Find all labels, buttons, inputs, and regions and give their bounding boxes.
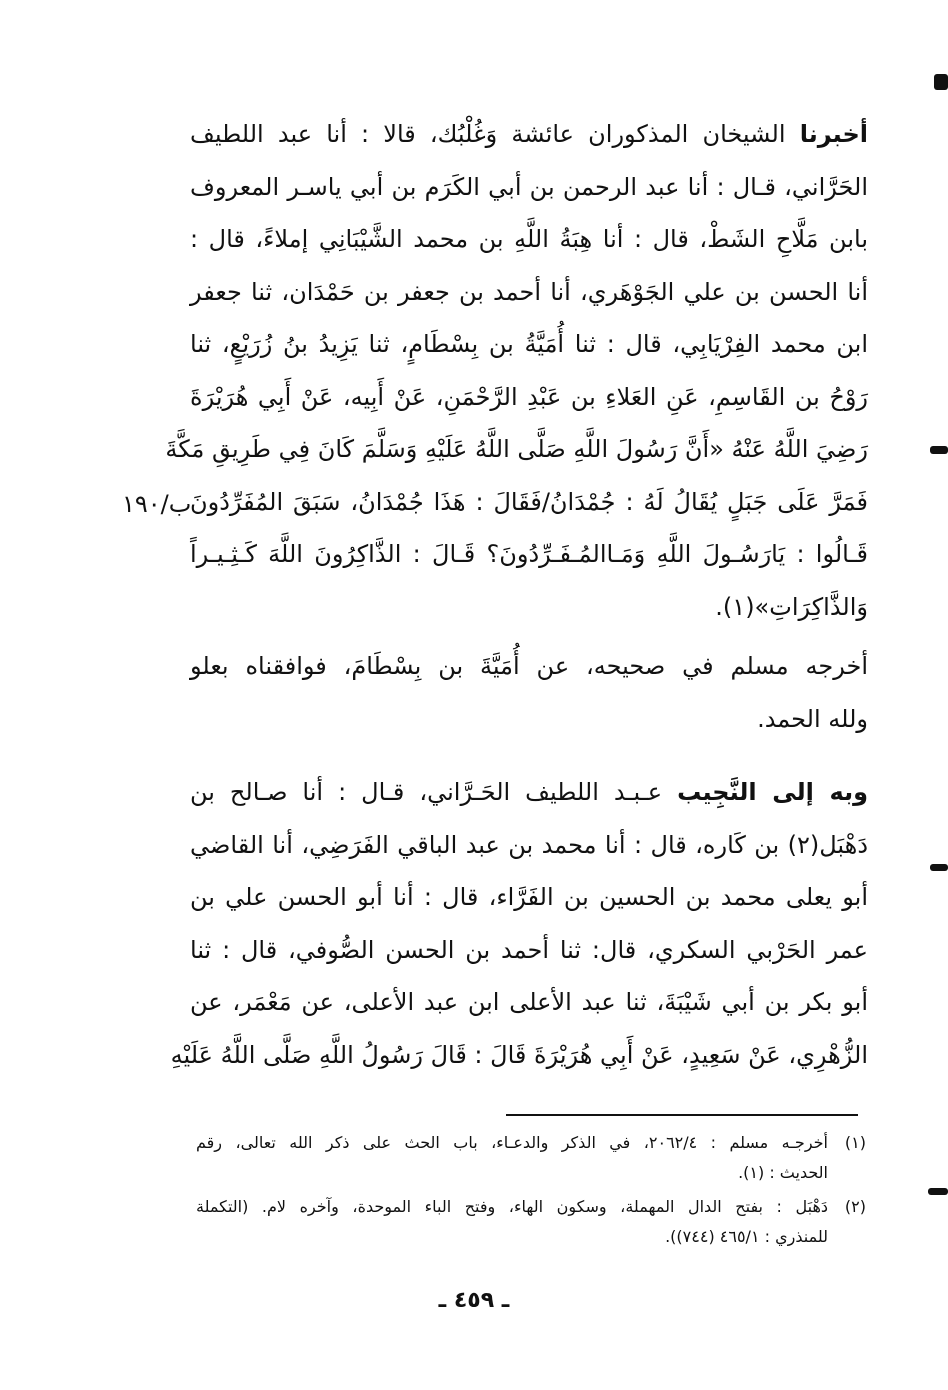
footnote-divider <box>506 1114 858 1116</box>
text-line <box>190 371 868 424</box>
manuscript-folio-marker: ب/١٩٠ <box>122 490 192 518</box>
footnote-item <box>196 1192 866 1252</box>
footnote-line: الحديث : (١). <box>738 1163 828 1182</box>
footnote-text <box>196 1192 828 1252</box>
text-line <box>190 976 868 1029</box>
line-text: أنا الحسن بن علي الجَوْهَري، أنا أحمد بن جعفر بن حَمْدَان، ثنا جعفر <box>190 277 868 306</box>
paragraph-lead: وبه إلى النَّجِيب <box>677 778 869 806</box>
text-line <box>190 693 868 746</box>
text-line <box>190 640 868 693</box>
scan-edge-mark <box>934 74 948 90</box>
line-text: الحَرَّاني، قـال : أنا عبد الرحمن بن أبي الكَرَم بن أبي ياسـر المعروف <box>190 172 868 201</box>
text-line <box>190 108 868 161</box>
line-text: فَمَرَّ عَلَى جَبَلٍ يُقَالُ لَهُ : جُمْدَانُ/فَقَالَ : هَذَا جُمْدَانُ، سَبَقَ المُفَرِّدُونَ <box>190 487 868 516</box>
line-text: أخرجه مسلم في صحيحه، عن أُمَيَّةَ بن بِسْطَامَ، فوافقناه بعلو <box>190 652 868 680</box>
takhrij-paragraph <box>190 640 868 745</box>
paragraph-lead: أخبرنا <box>799 120 868 148</box>
hadith-paragraph-1 <box>165 108 868 633</box>
text-line <box>190 213 868 266</box>
footnote-number: (١) <box>844 1133 866 1152</box>
footnote-item <box>196 1128 866 1188</box>
line-text: عمر الحَرْبي السكري، قال: ثنا أحمد بن الحسن الصُّوفي، قال : ثنا <box>190 935 868 964</box>
line-text: الشيخان المذكوران عائشة وَغُلْبُك، قالا : أنا عبد اللطيف <box>190 120 800 148</box>
line-text: أبو بكر بن أبي شَيْبَةَ، ثنا عبد الأعلى ابن عبد الأعلى، عن مَعْمَر، عن <box>190 988 868 1016</box>
line-text: قَـالُوا : يَارَسُـولَ اللَّهِ وَمَـاالمُـفَـرِّدُونَ؟ قَـالَ : الذَّاكِرُونَ اللَّهَ كَـثِـيـراً <box>190 540 868 568</box>
footnote-line: أخرجـه مسلم : ٢٠٦٢/٤، في الذكر والدعـاء، باب الحث على ذكر الله تعالى، رقم <box>196 1133 828 1152</box>
footnote-line: للمنذري : ٤٦٥/١ (٧٤٤)). <box>665 1227 828 1246</box>
line-text: بابن مَلَّاحِ الشَطْ، قال : أنا هِبَةُ اللَّهِ بن محمد الشَّيْبَانِي إملاءً، قال : <box>190 225 868 253</box>
text-line <box>190 161 868 214</box>
text-line <box>170 1029 868 1082</box>
line-text: رَوْحُ بن القَاسِمِ، عَنِ العَلاءِ بن عَبْدِ الرَّحْمَنِ، عَنْ أَبِيه، عَنْ أَبِي هُرَيْرَةَ <box>190 382 868 411</box>
text-line <box>190 476 868 529</box>
line-text: عـبـد اللطيف الحَـرَّاني، قـال : أنا صـالح بن <box>190 778 678 806</box>
hadith-paragraph-2 <box>170 766 869 1081</box>
line-text: دَهْبَل(٢) بن كَاره، قال : أنا محمد بن عبد الباقي الفَرَضِي، أنا القاضي <box>190 830 868 859</box>
line-text: ابن محمد الفِرْيَابِي، قال : ثنا أُمَيَّةُ بن بِسْطَامٍ، ثنا يَزِيدُ بنُ زُرَيْعٍ، ثنا <box>190 330 868 358</box>
scan-edge-mark <box>930 446 948 454</box>
text-line <box>190 819 868 872</box>
page-number: ـ ٤٥٩ ـ <box>438 1288 510 1313</box>
scan-edge-mark <box>928 1188 948 1195</box>
text-line <box>190 871 868 924</box>
text-line <box>190 766 868 819</box>
footnote-number: (٢) <box>844 1197 866 1216</box>
line-text: وَالذَّاكِرَاتِ»(١). <box>715 592 868 621</box>
text-line <box>190 924 868 977</box>
text-line <box>190 581 868 634</box>
footnotes <box>196 1128 866 1256</box>
scan-edge-mark <box>930 864 948 871</box>
line-text: الزُّهْرِي، عَنْ سَعِيدٍ، عَنْ أَبِي هُرَيْرَةَ قَالَ : قَالَ رَسُولُ اللَّهِ صَلَّى اللَّهُ عَلَيْهِ <box>170 1040 868 1069</box>
text-line <box>190 318 868 371</box>
line-text: أبو يعلى محمد بن الحسين بن الفَرَّاء، قال : أنا أبو الحسن علي بن <box>190 883 868 911</box>
line-text: ولله الحمد. <box>757 704 868 733</box>
text-line <box>190 528 868 581</box>
text-line <box>190 266 868 319</box>
text-line <box>165 423 868 476</box>
footnote-text <box>196 1128 828 1188</box>
footnote-line: دَهْبَل : بفتح الدال المهملة، وسكون الهاء، وفتح الباء الموحدة، وآخره لام. (التكملة <box>196 1197 828 1216</box>
line-text: رَضِيَ اللَّهُ عَنْهُ «أَنَّ رَسُولَ اللَّهِ صَلَّى اللَّهُ عَلَيْهِ وَسَلَّمَ كَانَ فِي طَرِيقِ مَكَّةَ <box>165 435 868 463</box>
